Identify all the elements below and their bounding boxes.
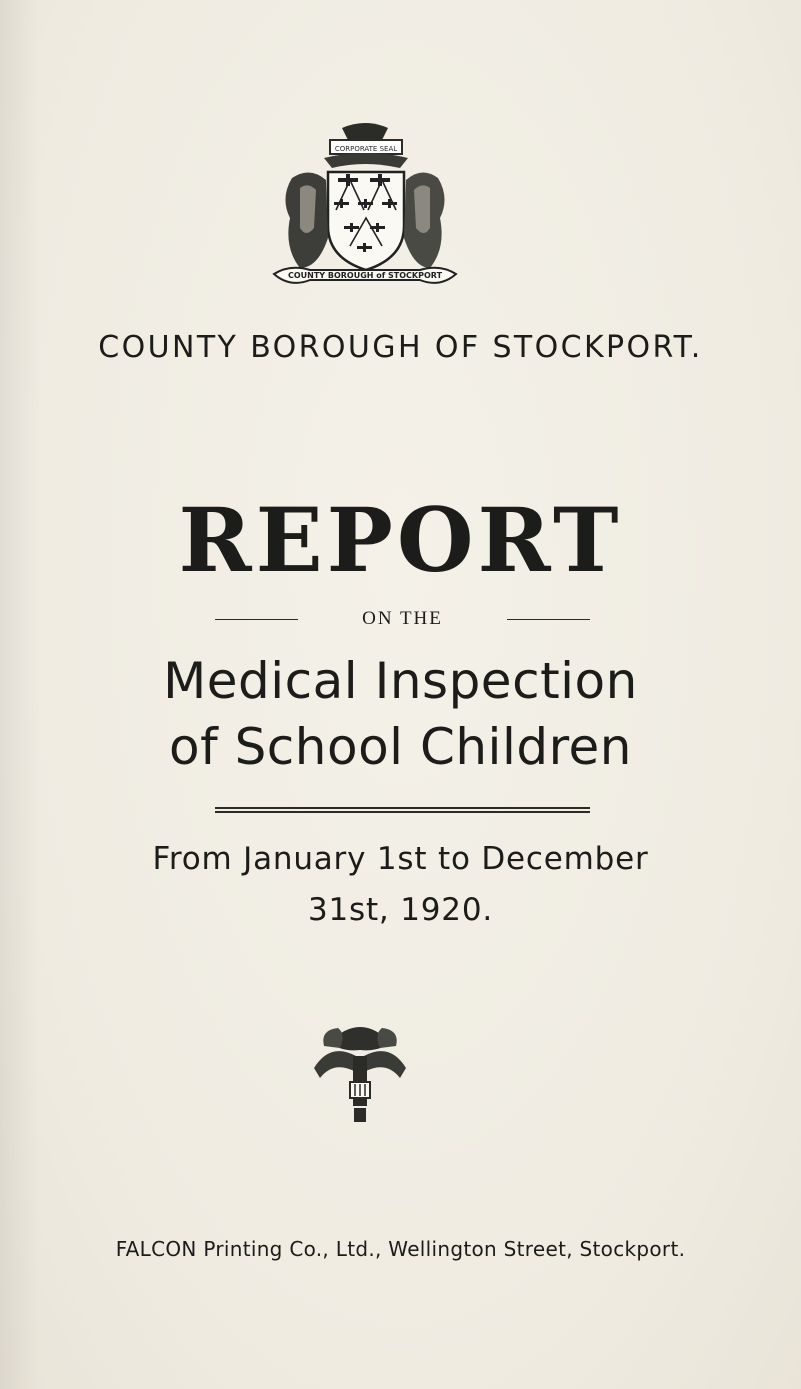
connector-text: ON THE — [362, 608, 443, 629]
subtitle-line-2: of School Children — [168, 718, 632, 776]
borough-heading: COUNTY BOROUGH OF STOCKPORT. — [98, 330, 703, 365]
subtitle-line-1: Medical Inspection — [163, 652, 638, 710]
period-line-2: 31st, 1920. — [307, 892, 493, 928]
printer-device-icon — [310, 1012, 410, 1126]
left-rule — [215, 619, 298, 620]
crest-scroll-text: COUNTY BOROUGH of STOCKPORT — [287, 271, 443, 280]
crest-banner-text: CORPORATE SEAL — [334, 145, 398, 153]
period-line-1: From January 1st to December — [152, 841, 649, 877]
report-title: REPORT — [178, 488, 623, 592]
double-divider — [215, 807, 590, 813]
coat-of-arms-icon — [270, 118, 460, 298]
printer-imprint: FALCON Printing Co., Ltd., Wellington Street, Stockport. — [115, 1237, 686, 1261]
connector-row — [215, 606, 590, 632]
right-rule — [507, 619, 590, 620]
